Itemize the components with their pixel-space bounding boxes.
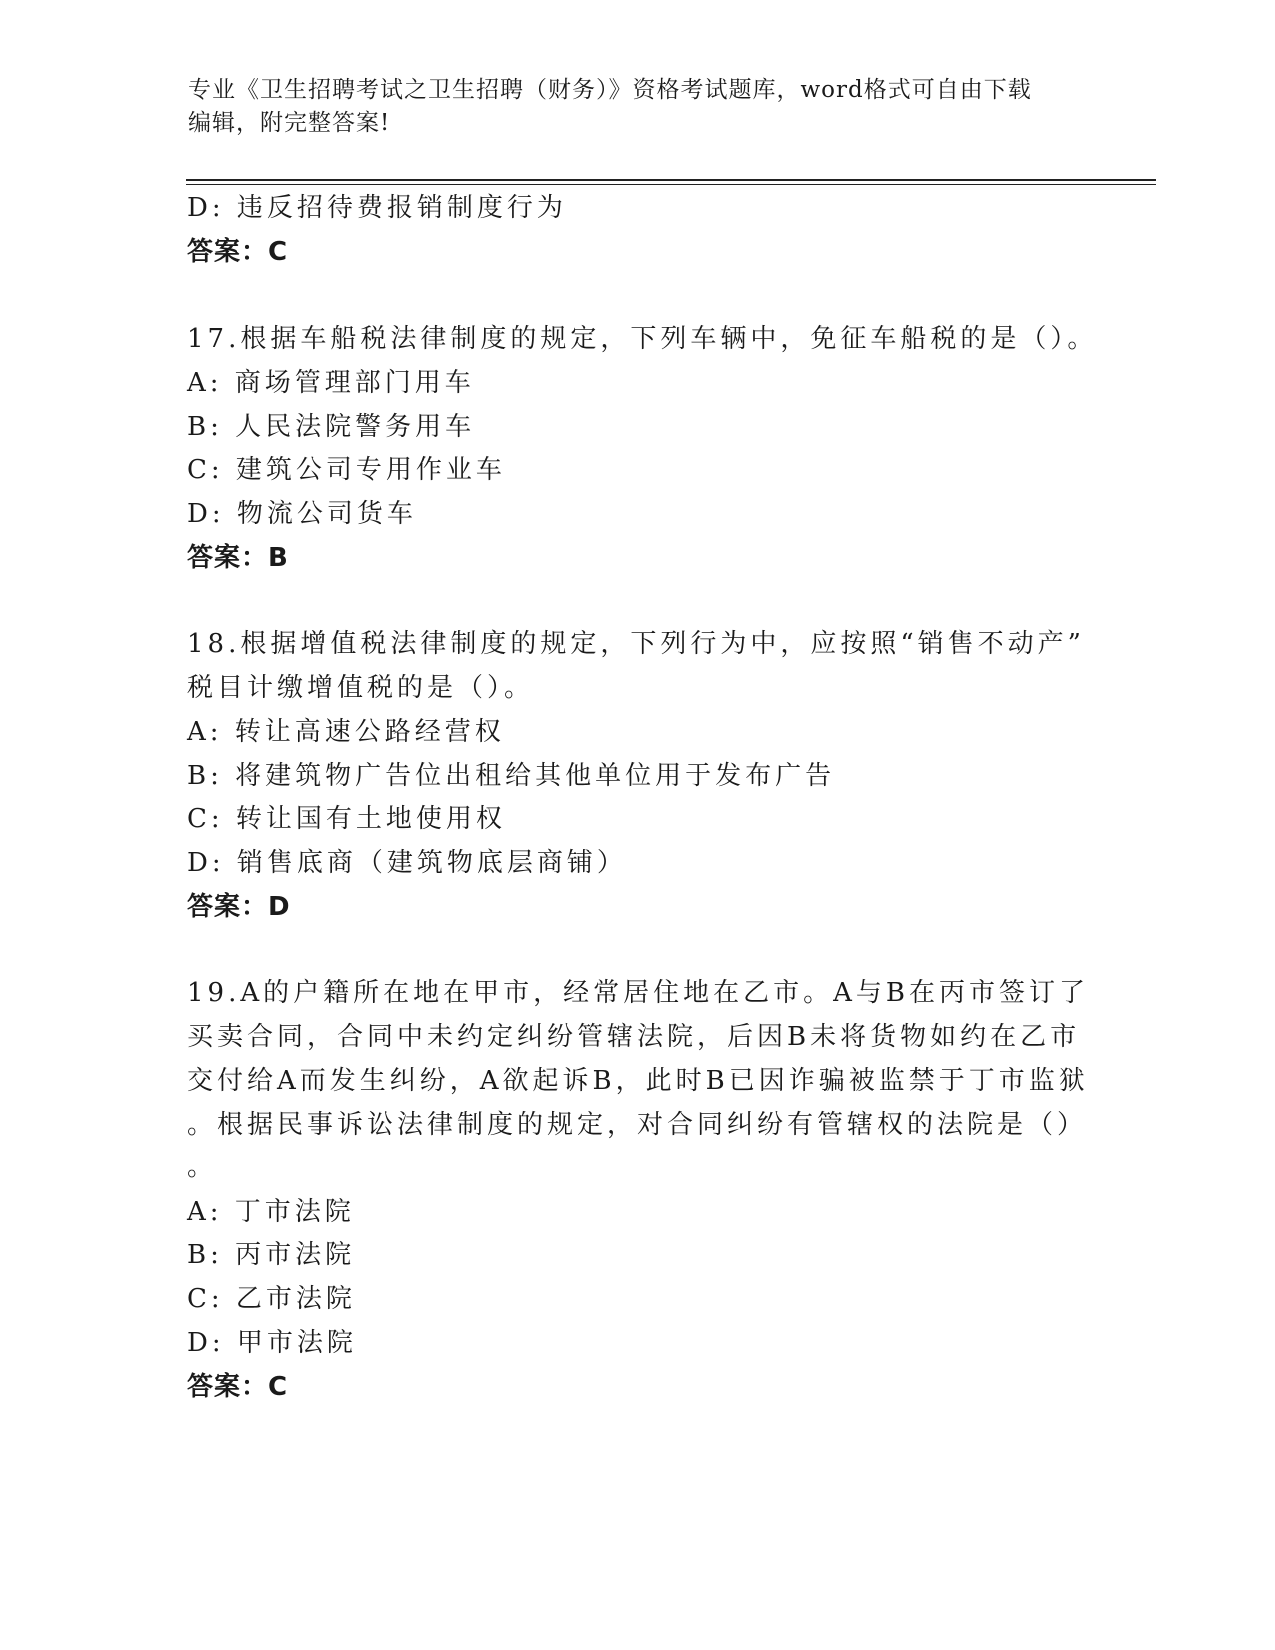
- q19-stem-line-2: 买卖合同，合同中未约定纠纷管辖法院，后因B未将货物如约在乙市: [187, 1022, 1081, 1052]
- q17-option-b: B: 人民法院警务用车: [187, 412, 476, 442]
- q19-stem-line-1: 19.A的户籍所在地在甲市，经常居住地在乙市。A与B在丙市签订了: [187, 978, 1090, 1008]
- q19-option-b: B: 丙市法院: [187, 1240, 356, 1270]
- q18-stem-line-1: 18.根据增值税法律制度的规定，下列行为中，应按照“销售不动产”: [187, 629, 1085, 659]
- q17-option-c: C: 建筑公司专用作业车: [187, 455, 506, 485]
- q17-stem: 17.根据车船税法律制度的规定，下列车辆中，免征车船税的是（）。: [187, 324, 1098, 354]
- prev-option-d: D: 违反招待费报销制度行为: [187, 193, 567, 223]
- q18-answer: 答案：D: [187, 892, 291, 922]
- q19-answer: 答案：C: [187, 1372, 289, 1402]
- q18-option-a: A: 转让高速公路经营权: [187, 717, 505, 747]
- q19-stem-line-5: 。: [187, 1152, 218, 1182]
- header-divider-thin: [186, 184, 1156, 185]
- q17-option-a: A: 商场管理部门用车: [187, 368, 475, 398]
- q18-stem-line-2: 税目计缴增值税的是（）。: [187, 673, 535, 703]
- header-line-2: 编辑，附完整答案!: [188, 110, 391, 136]
- document-header: [188, 74, 1088, 140]
- q17-option-d: D: 物流公司货车: [187, 499, 417, 529]
- q19-stem-line-3: 交付给A而发生纠纷，A欲起诉B，此时B已因诈骗被监禁于丁市监狱: [187, 1066, 1089, 1096]
- q17-answer: 答案：B: [187, 543, 289, 573]
- q18-option-c: C: 转让国有土地使用权: [187, 804, 506, 834]
- header-divider-thick: [186, 179, 1156, 181]
- q19-stem-line-4: 。根据民事诉讼法律制度的规定，对合同纠纷有管辖权的法院是（）: [187, 1110, 1088, 1140]
- prev-answer: 答案：C: [187, 237, 289, 267]
- q19-option-a: A: 丁市法院: [187, 1197, 355, 1227]
- q18-option-d: D: 销售底商（建筑物底层商铺）: [187, 848, 627, 878]
- q19-option-d: D: 甲市法院: [187, 1328, 357, 1358]
- q18-option-b: B: 将建筑物广告位出租给其他单位用于发布广告: [187, 761, 836, 791]
- q19-option-c: C: 乙市法院: [187, 1284, 356, 1314]
- header-line-1: 专业《卫生招聘考试之卫生招聘（财务）》资格考试题库，word格式可自由下载: [188, 77, 1032, 103]
